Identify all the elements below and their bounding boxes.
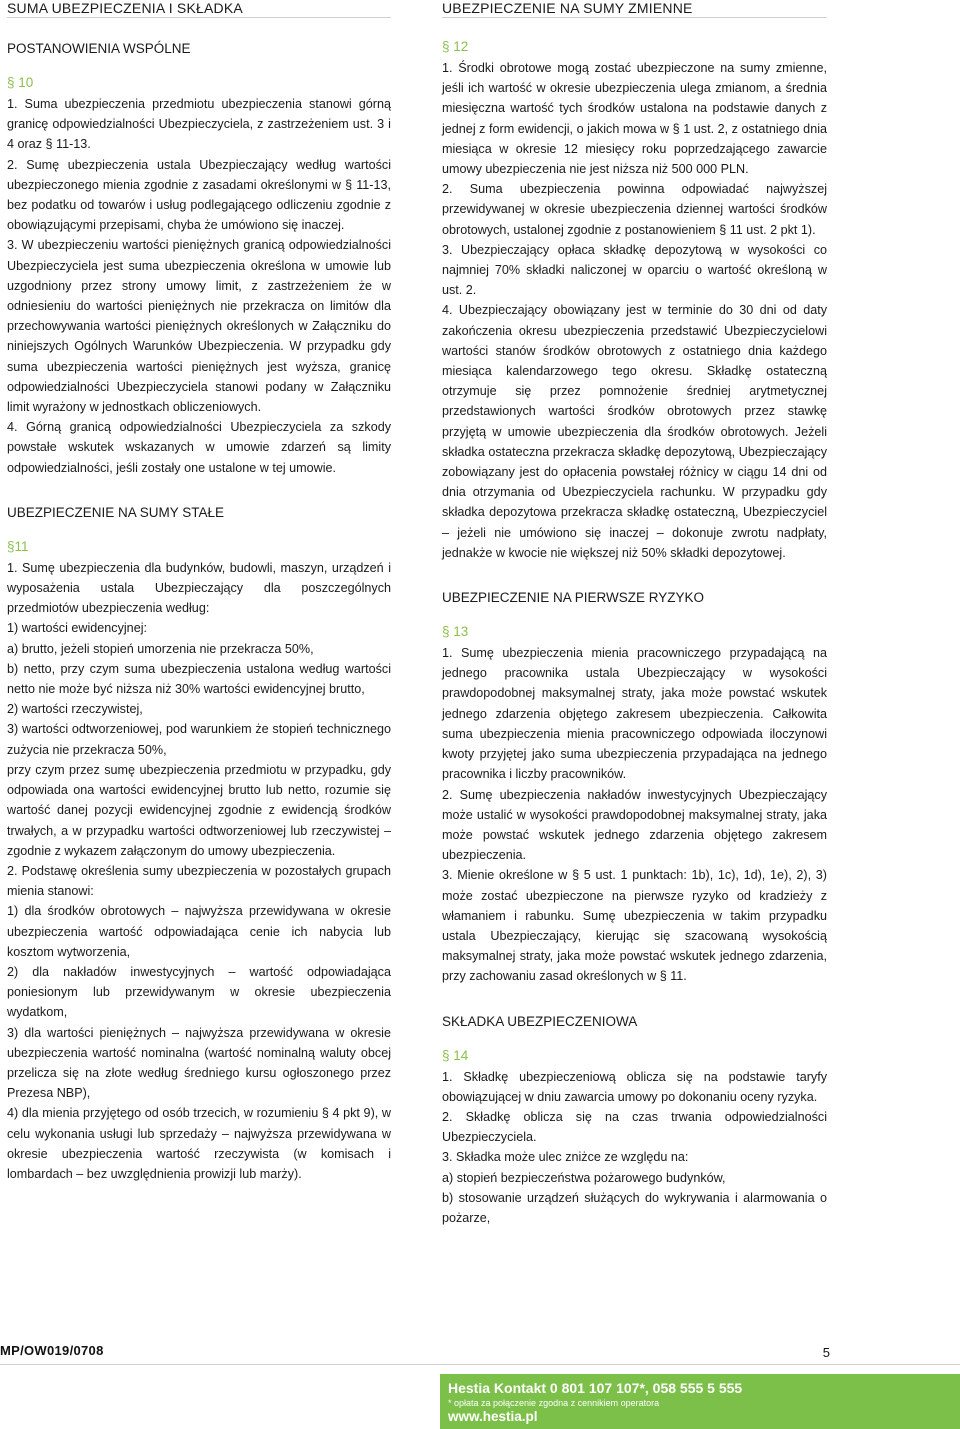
paragraph-12-line: 1. Środki obrotowe mogą zostać ubezpieczone na sumy zmienne, jeśli ich wartość w okresie ubezpieczenia ulega zmianom, a średnia miesięczna wartość tych środków ustalona na podstawie danych z jednej z form ewidencji, o jakich mowa w § 1 ust. 2, z ostatniego dnia miesiąca w okresie 12 miesięcy roku poprzedzającego zawarcie umowy ubezpieczenia nie jest niższa niż 500 000 PLN. (442, 61, 827, 177)
paragraph-14-line: a) stopień bezpieczeństwa pożarowego budynków, (442, 1170, 726, 1185)
footer-divider (0, 1364, 960, 1365)
left-column (7, 0, 391, 1184)
page-number: 5 (822, 1345, 830, 1360)
paragraph-12-line: 3. Ubezpieczający opłaca składkę depozytową w wysokości co najmniej 70% składki naliczonej w oparciu o wartość określoną w ust. 2. (442, 242, 827, 298)
paragraph-11-line: 3) dla wartości pieniężnych – najwyższa przewidywana w okresie ubezpieczenia wartość nominalna (wartość nominalną waluty obcej przelicza się na złote według średniego kursu ogłoszonego przez Prezesa NBP), (7, 1025, 391, 1101)
section-heading-sumy-stale: UBEZPIECZENIE NA SUMY STAŁE (7, 504, 225, 520)
section-heading-postanowienia: POSTANOWIENIA WSPÓLNE (7, 41, 191, 56)
paragraph-14-line: 2. Składkę oblicza się na czas trwania odpowiedzialności Ubezpieczyciela. (442, 1109, 827, 1145)
paragraph-14-line: 1. Składkę ubezpieczeniową oblicza się na podstawie taryfy obowiązującej w dniu zawarcia umowy po dokonaniu oceny ryzyka. (442, 1069, 827, 1104)
paragraph-11-line: a) brutto, jeżeli stopień umorzenia nie przekracza 50%, (7, 641, 314, 656)
paragraph-11-line: b) netto, przy czym suma ubezpieczenia ustalona według wartości netto nie może być niższa niż 30% wartości ewidencyjnej brutto, (7, 661, 391, 697)
paragraph-13-line: 1. Sumę ubezpieczenia mienia pracowniczego przypadającą na jednego pracownika ustala Ubezpieczający w wysokości prawdopodobnej maksymalnej straty, jaka może powstać wskutek jednego zdarzenia objętego zakresem ubezpieczenia. Całkowita suma ubezpieczenia mienia pracowniczego odpowiada iloczynowi kwoty przyjętej jako suma ubezpieczenia przypadająca na jednego pracownika i liczby pracowników. (442, 646, 827, 782)
section-heading-skladka: SKŁADKA UBEZPIECZENIOWA (442, 1013, 638, 1029)
paragraph-11-line: 2) dla nakładów inwestycyjnych – wartość odpowiadająca poniesionym lub przewidywanym w okresie ubezpieczenia wydatkom, (7, 964, 391, 1020)
paragraph-number-10: § 10 (7, 75, 34, 90)
website-link[interactable]: www.hestia.pl (448, 1409, 538, 1424)
paragraph-11-line: 2) wartości rzeczywistej, (7, 702, 143, 717)
paragraph-number-14: § 14 (442, 1047, 469, 1063)
paragraph-11-line: przy czym przez sumę ubezpieczenia przedmiotu w przypadku, gdy odpowiada ona wartości ewidencyjnej brutto lub netto, rozumie się wartość danej pozycji ewidencyjnej zgodnie z ewidencją środków trwałych, a w przypadku wartości odtworzeniowej lub rzeczywistej – zgodnie z wykazem załączonym do umowy ubezpieczenia. (7, 762, 391, 858)
paragraph-10-3: 3. W ubezpieczeniu wartości pieniężnych granicą odpowiedzialności Ubezpieczyciela jest suma ubezpieczenia określona w umowie lub uzgodniony przez strony umowy limit, z zastrzeżeniem że w odniesieniu do wartości pieniężnych nie przekracza on limitów dla przechowywania wartości pieniężnych określonych w Załączniku do niniejszych Ogólnych Warunków Ubezpieczenia. W przypadku gdy suma ubezpieczenia wartości pieniężnych jest wyższa, granicę odpowiedzialności Ubezpieczyciela stanowi podany w Załączniku limit wyrażony w jednostkach obliczeniowych. (7, 238, 391, 415)
paragraph-13-line: 3. Mienie określone w § 5 ust. 1 punktach: 1b), 1c), 1d), 1e), 2), 3) może zostać ubezpieczone na pierwsze ryzyko od kradzieży z włamaniem i rabunku. Sumę ubezpieczenia w takim przypadku ustala Ubezpieczający, kierując się szacowaną wysokością maksymalnej straty, jaka może powstać wskutek jednego zdarzenia, przy zachowaniu zasad określonych w § 11. (442, 868, 827, 984)
left-column-header: SUMA UBEZPIECZENIA I SKŁADKA (7, 0, 391, 18)
paragraph-13-line: 2. Sumę ubezpieczenia nakładów inwestycyjnych Ubezpieczający może ustalić w wysokości prawdopodobnej maksymalnej straty, jaka może powstać wskutek jednego zdarzenia objętego zakresem ubezpieczenia. (442, 787, 827, 863)
paragraph-10-4: 4. Górną granicą odpowiedzialności Ubezpieczyciela za szkody powstałe wskutek wskazanych w umowie zdarzeń są limity odpowiedzialności, jeśli zostały one ustalone w tej umowie. (7, 420, 391, 475)
contact-banner (440, 1374, 960, 1429)
paragraph-11-line: 3) wartości odtworzeniowej, pod warunkiem że stopień technicznego zużycia nie przekracza 50%, (7, 722, 391, 757)
right-column-header: UBEZPIECZENIE NA SUMY ZMIENNE (442, 0, 827, 18)
paragraph-11-line: 4) dla mienia przyjętego od osób trzecich, w rozumieniu § 4 pkt 9), w celu wykonania usługi lub sprzedaży – najwyższa przewidywana w okresie ubezpieczenia wartość rzeczywista (w komisach i lombardach – bez uwzględnienia prowizji lub marży). (7, 1106, 391, 1181)
paragraph-11-line: 1) wartości ewidencyjnej: (7, 621, 147, 636)
paragraph-10-1: 1. Suma ubezpieczenia przedmiotu ubezpieczenia stanowi górną granicę odpowiedzialności Ubezpieczyciela, z zastrzeżeniem ust. 3 i 4 oraz § 11-13. (7, 97, 391, 152)
paragraph-11-line: 2. Podstawę określenia sumy ubezpieczenia w pozostałych grupach mienia stanowi: (7, 863, 391, 899)
paragraph-12-line: 4. Ubezpieczający obowiązany jest w terminie do 30 dni od daty zakończenia okresu ubezpieczenia przedstawić Ubezpieczycielowi wartości stanów środków obrotowych z ostatniego dnia każdego miesiąca kalendarzowego tego okresu. Składkę ostateczną otrzymuje się przez pomnożenie średniej arytmetycznej przedstawionych wartości środków obrotowych przez stawkę przyjętą w umowie ubezpieczenia dla środków obrotowych. Jeżeli składka ostateczna przekracza składkę depozytową, Ubezpieczający zobowiązany jest do opłacenia powstałej różnicy w ciągu 14 dni od dnia otrzymania od Ubezpieczyciela rachunku. W przypadku gdy składka depozytowa przekracza składkę ostateczną, Ubezpieczyciel – jeżeli nie umówiono się inaczej – dokonuje zwrotu nadpłaty, jednakże w kwocie nie większej niż 50% składki depozytowej. (442, 303, 827, 560)
paragraph-number-11: §11 (7, 538, 29, 554)
paragraph-number-12: § 12 (442, 39, 469, 54)
contact-note: * opłata za połączenie zgodna z cennikiem operatora (448, 1398, 660, 1408)
paragraph-12-line: 2. Suma ubezpieczenia powinna odpowiadać najwyższej przewidywanej w okresie ubezpieczenia dziennej wartości środków obrotowych, ustalonej zgodnie z postanowieniem § 11 ust. 2 pkt 1). (442, 182, 827, 237)
paragraph-14-line: b) stosowanie urządzeń służących do wykrywania i alarmowania o pożarze, (442, 1190, 827, 1225)
paragraph-11-line: 1) dla środków obrotowych – najwyższa przewidywana w okresie ubezpieczenia wartość odpowiadająca cenie ich nabycia lub kosztom wytworzenia, (7, 904, 391, 959)
right-column (442, 0, 827, 1228)
contact-phone: Hestia Kontakt 0 801 107 107*, 058 555 5 555 (448, 1380, 743, 1396)
paragraph-number-13: § 13 (442, 624, 469, 640)
paragraph-11-line: 1. Sumę ubezpieczenia dla budynków, budowli, maszyn, urządzeń i wyposażenia ustala Ubezpieczający dla poszczególnych przedmiotów ubezpieczenia według: (7, 560, 391, 616)
paragraph-10-2: 2. Sumę ubezpieczenia ustala Ubezpieczający według wartości ubezpieczonego mienia zgodnie z zasadami określonymi w § 11-13, bez podatku od towarów i usług podlegającego odliczeniu zgodnie z obowiązującymi przepisami, chyba że umówiono się inaczej. (7, 157, 391, 233)
paragraph-14-line: 3. Składka może ulec zniżce ze względu na: (442, 1150, 689, 1165)
section-heading-pierwsze-ryzyko: UBEZPIECZENIE NA PIERWSZE RYZYKO (442, 590, 705, 606)
document-code: MP/OW019/0708 (0, 1343, 104, 1358)
